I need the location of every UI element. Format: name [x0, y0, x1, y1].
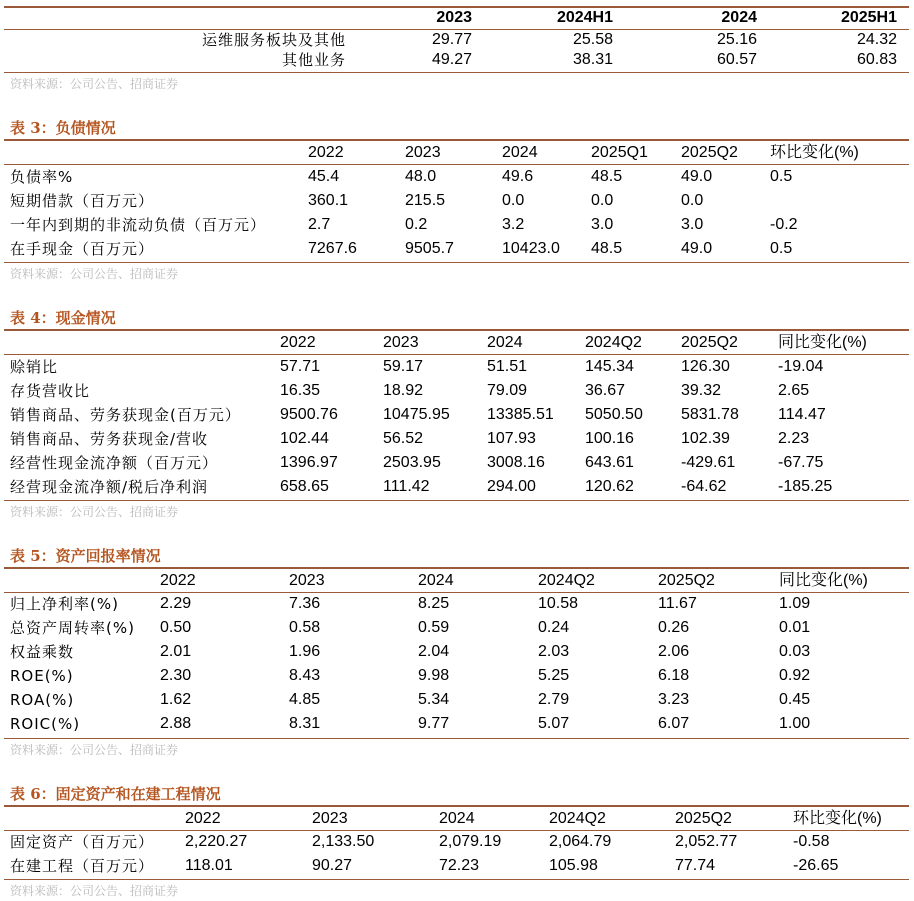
table-bottom-rule: [4, 262, 909, 263]
row-label: 归上净利率(%): [10, 595, 119, 613]
table-cell: 5.34: [418, 691, 450, 708]
table-cell: 5.07: [538, 715, 570, 732]
column-header: 2024Q2: [538, 572, 595, 589]
row-label: 在手现金（百万元）: [10, 240, 155, 258]
row-label: 经营性现金流净额（百万元）: [10, 454, 219, 472]
table-cell: 79.09: [487, 382, 528, 399]
table-cell: 0.26: [658, 619, 690, 636]
header-rule: [4, 164, 909, 165]
table-cell: 118.01: [185, 857, 233, 874]
row-label: 经营现金流净额/税后净利润: [10, 478, 209, 496]
table-cell: 48.5: [591, 168, 623, 185]
table-cell: 0.0: [681, 192, 704, 209]
source-note: 资料来源：公司公告、招商证券: [10, 884, 179, 898]
column-header: 环比变化(%): [793, 810, 882, 827]
table-cell: 49.0: [681, 168, 713, 185]
table-cell: -67.75: [778, 454, 824, 471]
table-cell: -0.2: [770, 216, 798, 233]
column-header: 2022: [280, 334, 316, 351]
table-cell: 0.5: [770, 168, 793, 185]
table-cell: 77.74: [675, 857, 716, 874]
table-cell: -185.25: [778, 478, 833, 495]
column-header: 2025Q2: [681, 334, 738, 351]
table-cell: 2.03: [538, 643, 570, 660]
table-cell: 24.32: [856, 31, 897, 48]
table-cell: 0.59: [418, 619, 450, 636]
table-cell: 56.52: [383, 430, 424, 447]
table-cell: 49.6: [502, 168, 534, 185]
row-label: 在建工程（百万元）: [10, 857, 155, 875]
column-header: 2024H1: [556, 9, 613, 26]
table-cell: 126.30: [681, 358, 730, 375]
table-cell: 102.44: [280, 430, 329, 447]
table-cell: 643.61: [585, 454, 634, 471]
table-cell: 10475.95: [383, 406, 450, 423]
table-bottom-rule: [4, 738, 909, 739]
table-cell: 2.01: [160, 643, 192, 660]
table-cell: 6.07: [658, 715, 690, 732]
table-cell: 1.96: [289, 643, 321, 660]
table-cell: 39.32: [681, 382, 722, 399]
table-cell: 105.98: [549, 857, 598, 874]
column-header: 2023: [405, 144, 441, 161]
column-header: 2023: [436, 9, 472, 26]
table-cell: 51.51: [487, 358, 528, 375]
table-cell: 48.5: [591, 240, 623, 257]
table-cell: 5.25: [538, 667, 570, 684]
table-cell: 7.36: [289, 595, 321, 612]
table-cell: 5831.78: [681, 406, 739, 423]
table-cell: 0.0: [502, 192, 525, 209]
table-cell: -0.58: [793, 833, 830, 850]
column-header: 2025Q1: [591, 144, 648, 161]
table-cell: 2.30: [160, 667, 192, 684]
header-rule: [4, 592, 909, 593]
table-cell: 3.23: [658, 691, 690, 708]
table-cell: 294.00: [487, 478, 536, 495]
table-cell: 0.50: [160, 619, 192, 636]
row-label: 销售商品、劳务获现金(百万元）: [10, 406, 241, 424]
table-cell: 3.0: [591, 216, 614, 233]
column-header: 同比变化(%): [779, 572, 868, 589]
table-bottom-rule: [4, 72, 909, 73]
table-cell: 0.0: [591, 192, 614, 209]
table-cell: 49.0: [681, 240, 713, 257]
table-cell: 1396.97: [280, 454, 338, 471]
table-title: 表 4：现金情况: [10, 309, 116, 327]
table-cell: 111.42: [383, 478, 430, 495]
table-cell: -64.62: [681, 478, 727, 495]
table-cell: 29.77: [431, 31, 472, 48]
table-cell: 0.58: [289, 619, 321, 636]
column-header: 2024: [502, 144, 538, 161]
table-cell: 145.34: [585, 358, 634, 375]
table-cell: 6.18: [658, 667, 690, 684]
table-cell: 2.06: [658, 643, 690, 660]
row-label: ROA(%): [10, 691, 75, 709]
table-cell: 2,064.79: [549, 833, 612, 850]
column-header: 2025Q2: [658, 572, 715, 589]
source-note: 资料来源：公司公告、招商证券: [10, 77, 179, 91]
table-cell: 3008.16: [487, 454, 545, 471]
table-cell: 0.24: [538, 619, 570, 636]
table-title: 表 6：固定资产和在建工程情况: [10, 785, 221, 803]
column-header: 2022: [308, 144, 344, 161]
table-cell: 13385.51: [487, 406, 554, 423]
table-cell: 25.16: [716, 31, 757, 48]
table-cell: 2.88: [160, 715, 192, 732]
table-cell: 0.01: [779, 619, 811, 636]
column-header: 2024Q2: [549, 810, 606, 827]
table-cell: 1.00: [779, 715, 811, 732]
table-cell: 45.4: [308, 168, 340, 185]
row-label: ROIC(%): [10, 715, 81, 733]
column-header: 2022: [160, 572, 196, 589]
table-top-rule: [4, 567, 909, 569]
table-cell: -429.61: [681, 454, 736, 471]
table-cell: 48.0: [405, 168, 437, 185]
column-header: 2023: [383, 334, 419, 351]
table-cell: 2.7: [308, 216, 331, 233]
table-cell: 57.71: [280, 358, 321, 375]
row-label: 短期借款（百万元）: [10, 192, 155, 210]
table-cell: 107.93: [487, 430, 536, 447]
table-cell: 215.5: [405, 192, 446, 209]
column-header: 2024: [721, 9, 757, 26]
table-cell: 18.92: [383, 382, 424, 399]
table-bottom-rule: [4, 500, 909, 501]
column-header: 2024: [418, 572, 454, 589]
table-cell: 0.03: [779, 643, 811, 660]
row-label: 存货营收比: [10, 382, 91, 400]
table-title: 表 5：资产回报率情况: [10, 547, 161, 565]
table-cell: 8.31: [289, 715, 321, 732]
table-cell: 2,079.19: [439, 833, 502, 850]
table-cell: 0.92: [779, 667, 811, 684]
table-cell: 120.62: [585, 478, 634, 495]
table-cell: 60.83: [856, 51, 897, 68]
table-cell: 114.47: [778, 406, 826, 423]
column-header: 2025Q2: [681, 144, 738, 161]
table-cell: 9505.7: [405, 240, 454, 257]
table-cell: 0.2: [405, 216, 428, 233]
column-header: 2025Q2: [675, 810, 732, 827]
source-note: 资料来源：公司公告、招商证券: [10, 743, 179, 757]
table-cell: 0.5: [770, 240, 793, 257]
source-note: 资料来源：公司公告、招商证券: [10, 267, 179, 281]
table-bottom-rule: [4, 879, 909, 880]
table-cell: 25.58: [572, 31, 613, 48]
table-cell: 9.98: [418, 667, 450, 684]
row-label: 总资产周转率(%): [10, 619, 135, 637]
column-header: 同比变化(%): [778, 334, 867, 351]
row-label: 负债率%: [10, 168, 74, 186]
header-rule: [4, 830, 909, 831]
table-cell: 9.77: [418, 715, 450, 732]
table-top-rule: [4, 805, 909, 807]
table-cell: 9500.76: [280, 406, 338, 423]
column-header: 2022: [185, 810, 221, 827]
table-cell: 11.67: [658, 595, 697, 612]
table-cell: 5050.50: [585, 406, 643, 423]
table-cell: 3.0: [681, 216, 704, 233]
source-note: 资料来源：公司公告、招商证券: [10, 505, 179, 519]
table-cell: 2,133.50: [312, 833, 375, 850]
table-cell: 2.04: [418, 643, 450, 660]
table-cell: 2.23: [778, 430, 810, 447]
table-cell: 1.09: [779, 595, 811, 612]
table-cell: 1.62: [160, 691, 192, 708]
table-cell: 2.65: [778, 382, 810, 399]
table-cell: 4.85: [289, 691, 321, 708]
table-cell: 38.31: [572, 51, 613, 68]
table-cell: 360.1: [308, 192, 349, 209]
table-cell: 2,052.77: [675, 833, 738, 850]
table-cell: 10.58: [538, 595, 579, 612]
table-cell: 8.25: [418, 595, 450, 612]
table-cell: 7267.6: [308, 240, 357, 257]
table-cell: 658.65: [280, 478, 329, 495]
column-header: 2023: [312, 810, 348, 827]
table-cell: 90.27: [312, 857, 353, 874]
column-header: 2023: [289, 572, 325, 589]
table-cell: 72.23: [439, 857, 480, 874]
row-label: ROE(%): [10, 667, 74, 685]
row-label: 赊销比: [10, 358, 59, 376]
table-cell: 3.2: [502, 216, 525, 233]
row-label: 运维服务板块及其他: [201, 31, 346, 49]
table-cell: -26.65: [793, 857, 839, 874]
table-cell: -19.04: [778, 358, 824, 375]
row-label: 销售商品、劳务获现金/营收: [10, 430, 209, 448]
row-label: 一年内到期的非流动负债（百万元）: [10, 216, 267, 234]
table-cell: 49.27: [431, 51, 472, 68]
table-cell: 8.43: [289, 667, 321, 684]
column-header: 2025H1: [840, 9, 897, 26]
column-header: 2024: [487, 334, 523, 351]
column-header: 2024: [439, 810, 475, 827]
table-cell: 0.45: [779, 691, 811, 708]
table-cell: 10423.0: [502, 240, 560, 257]
column-header: 2024Q2: [585, 334, 642, 351]
table-cell: 16.35: [280, 382, 321, 399]
row-label: 权益乘数: [10, 643, 75, 661]
table-top-rule: [4, 139, 909, 141]
table-cell: 2.79: [538, 691, 570, 708]
table-cell: 100.16: [585, 430, 634, 447]
row-label: 其他业务: [281, 51, 346, 69]
table-cell: 36.67: [585, 382, 626, 399]
header-rule: [4, 354, 909, 355]
row-label: 固定资产（百万元）: [10, 833, 155, 851]
table-top-rule: [4, 329, 909, 331]
table-cell: 2503.95: [383, 454, 441, 471]
table-cell: 59.17: [383, 358, 424, 375]
table-cell: 102.39: [681, 430, 730, 447]
column-header: 环比变化(%): [770, 144, 859, 161]
table-title: 表 3：负债情况: [10, 119, 116, 137]
table-cell: 2.29: [160, 595, 192, 612]
table-cell: 60.57: [716, 51, 757, 68]
table-cell: 2,220.27: [185, 833, 248, 850]
